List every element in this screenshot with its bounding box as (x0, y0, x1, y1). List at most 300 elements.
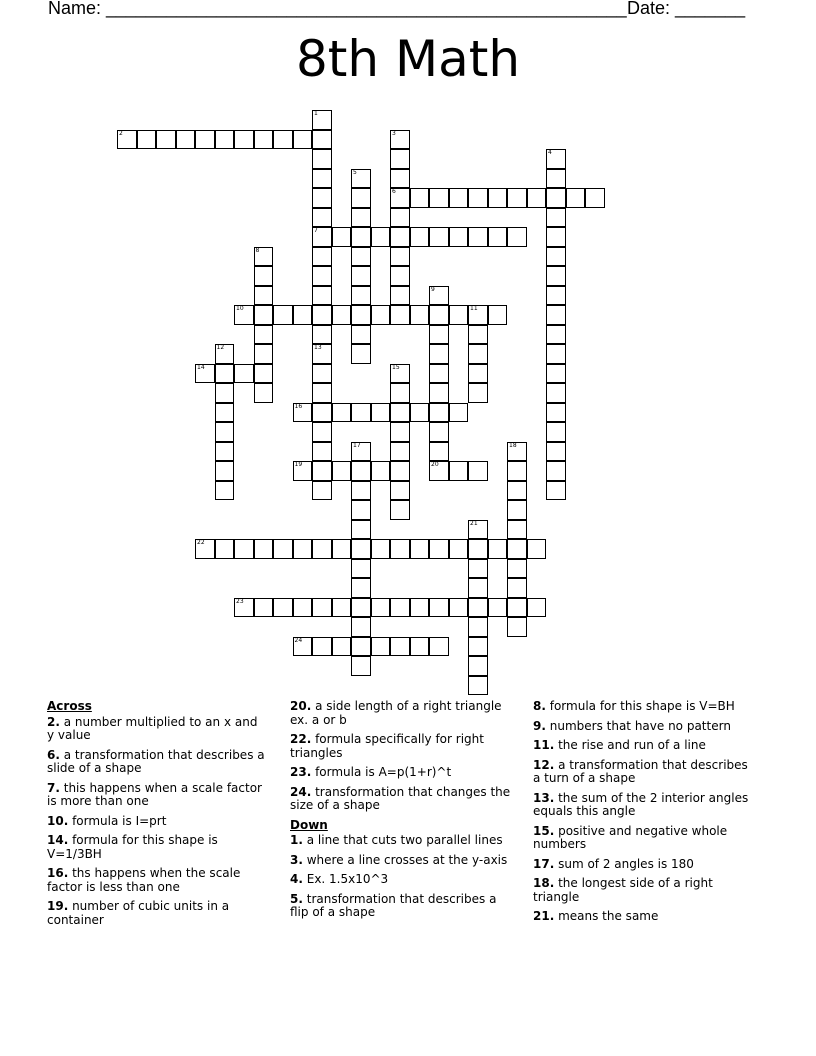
crossword-cell[interactable] (410, 539, 430, 559)
crossword-cell[interactable] (390, 169, 410, 189)
clue-number-label: 2 (119, 129, 123, 137)
crossword-cell[interactable] (371, 461, 391, 481)
crossword-cell[interactable] (312, 266, 332, 286)
crossword-cell[interactable] (507, 500, 527, 520)
crossword-cell[interactable] (449, 461, 469, 481)
crossword-cell[interactable] (488, 227, 508, 247)
crossword-cell[interactable] (429, 539, 449, 559)
clue-number: 4. (290, 872, 303, 886)
crossword-cell[interactable] (254, 364, 274, 384)
clue-item (47, 900, 267, 927)
clue-number-label: 5 (353, 168, 357, 176)
crossword-cell[interactable] (351, 442, 371, 462)
crossword-cell[interactable] (468, 188, 488, 208)
crossword-cell[interactable] (390, 442, 410, 462)
clue-number-label: 1 (314, 110, 318, 117)
crossword-cell[interactable] (546, 149, 566, 169)
clue-number: 19. (47, 899, 69, 913)
clue-number-label: 22 (197, 539, 205, 546)
crossword-cell[interactable] (410, 227, 430, 247)
clue-text: this happens when a scale factor is more than one (47, 780, 262, 808)
clue-text: transformation that describes a flip of a shape (290, 891, 497, 919)
crossword-cell[interactable] (332, 637, 352, 657)
crossword-cell[interactable] (468, 656, 488, 676)
crossword-cell[interactable] (215, 539, 235, 559)
crossword-cell[interactable] (312, 110, 332, 130)
clue-number: 23. (290, 765, 312, 779)
crossword-cell[interactable] (176, 130, 196, 150)
crossword-cell[interactable] (351, 208, 371, 228)
crossword-cell[interactable] (254, 247, 274, 267)
crossword-cell[interactable] (468, 364, 488, 384)
crossword-cell[interactable] (468, 676, 488, 696)
crossword-cell[interactable] (371, 227, 391, 247)
crossword-cell[interactable] (410, 188, 430, 208)
crossword-cell[interactable] (254, 598, 274, 618)
crossword-cell[interactable] (332, 598, 352, 618)
clue-text: a line that cuts two parallel lines (302, 833, 503, 847)
clue-number: 18. (533, 876, 555, 890)
crossword-cell[interactable] (273, 305, 293, 325)
crossword-cell[interactable] (488, 305, 508, 325)
down-clue-list-continued (533, 700, 758, 924)
crossword-cell[interactable] (351, 656, 371, 676)
crossword-cell[interactable] (429, 325, 449, 345)
clue-number: 3. (290, 852, 303, 867)
crossword-cell[interactable] (488, 598, 508, 618)
crossword-cell[interactable] (312, 364, 332, 384)
crossword-cell[interactable] (410, 403, 430, 423)
crossword-cell[interactable] (117, 130, 137, 150)
crossword-cell[interactable] (312, 325, 332, 345)
clue-number-label: 20 (431, 461, 439, 468)
clue-text: ths happens when the scale factor is less than one (47, 866, 241, 894)
clue-number-label: 19 (294, 461, 303, 468)
clue-text: formula for this shape is V=1/3BH (47, 833, 218, 861)
crossword-cell[interactable] (351, 286, 371, 306)
crossword-cell[interactable] (507, 188, 527, 208)
crossword-cell[interactable] (312, 149, 332, 169)
crossword-cell[interactable] (429, 637, 449, 657)
crossword-cell[interactable] (371, 305, 391, 325)
clue-number: 2. (47, 714, 60, 729)
clue-number: 6. (47, 747, 60, 762)
crossword-cell[interactable] (293, 403, 313, 423)
crossword-cell[interactable] (429, 286, 449, 306)
crossword-cell[interactable] (254, 130, 274, 150)
crossword-cell[interactable] (507, 578, 527, 598)
crossword-cell[interactable] (293, 305, 313, 325)
crossword-cell[interactable] (312, 305, 332, 325)
crossword-cell[interactable] (312, 383, 332, 403)
clue-number-label: 14 (197, 363, 205, 371)
crossword-cell[interactable] (351, 617, 371, 637)
crossword-cell[interactable] (527, 598, 547, 618)
clue-number: 15. (533, 823, 555, 838)
clue-item (290, 786, 515, 813)
clue-item (290, 733, 515, 760)
clue-item (533, 877, 758, 904)
crossword-cell[interactable] (390, 130, 410, 150)
crossword-cell[interactable] (195, 130, 215, 150)
crossword-cell[interactable] (429, 461, 449, 481)
crossword-cell[interactable] (312, 637, 332, 657)
crossword-cell[interactable] (546, 344, 566, 364)
crossword-cell[interactable] (293, 598, 313, 618)
crossword-cell[interactable] (449, 227, 469, 247)
clue-text: formula specifically for right triangles (290, 732, 484, 760)
clue-item (290, 854, 515, 868)
clue-item (533, 759, 758, 786)
clue-text: Ex. 1.5x10^3 (302, 872, 389, 886)
crossword-cell[interactable] (546, 286, 566, 306)
clue-item (533, 910, 758, 924)
crossword-cell[interactable] (351, 520, 371, 540)
crossword-cell[interactable] (351, 598, 371, 618)
crossword-cell[interactable] (429, 442, 449, 462)
clue-text: formula is A=p(1+r)^t (311, 765, 452, 779)
clue-item (533, 792, 758, 819)
crossword-cell[interactable] (254, 286, 274, 306)
clue-number: 8. (533, 699, 546, 713)
date-field-label: Date: _______ (627, 0, 746, 18)
crossword-cell[interactable] (351, 169, 371, 189)
down-clue-list (290, 834, 515, 920)
clue-item (533, 739, 758, 753)
crossword-cell[interactable] (312, 188, 332, 208)
crossword-cell[interactable] (371, 403, 391, 423)
crossword-cell[interactable] (546, 169, 566, 189)
clue-number-label: 24 (294, 636, 303, 644)
crossword-cell[interactable] (332, 305, 352, 325)
crossword-cell[interactable] (410, 598, 430, 618)
crossword-cell[interactable] (312, 286, 332, 306)
clue-number: 13. (533, 790, 555, 805)
clue-number-label: 9 (431, 285, 435, 293)
crossword-cell[interactable] (215, 403, 235, 423)
crossword-cell[interactable] (156, 130, 176, 150)
crossword-cell[interactable] (312, 169, 332, 189)
crossword-cell[interactable] (546, 383, 566, 403)
crossword-cell[interactable] (468, 461, 488, 481)
crossword-cell[interactable] (449, 403, 469, 423)
page-title: 8th Math (295, 30, 521, 88)
crossword-cell[interactable] (351, 637, 371, 657)
crossword-cell[interactable] (468, 520, 488, 540)
clue-number-label: 15 (392, 363, 400, 371)
clue-number-label: 3 (392, 129, 396, 137)
crossword-cell[interactable] (390, 539, 410, 559)
crossword-cell[interactable] (351, 247, 371, 267)
crossword-cell[interactable] (429, 598, 449, 618)
crossword-cell[interactable] (507, 461, 527, 481)
clue-number: 22. (290, 732, 312, 746)
clue-text: transformation that changes the size of a shape (290, 784, 511, 812)
clue-item (47, 867, 267, 894)
crossword-cell[interactable] (390, 383, 410, 403)
clue-text: a transformation that describes a turn of a shape (533, 757, 748, 785)
crossword-cell[interactable] (507, 227, 527, 247)
crossword-cell[interactable] (546, 305, 566, 325)
crossword-cell[interactable] (254, 383, 274, 403)
crossword-cell[interactable] (293, 539, 313, 559)
across-clue-list (47, 716, 267, 928)
crossword-cell[interactable] (429, 403, 449, 423)
crossword-cell[interactable] (215, 364, 235, 384)
crossword-cell[interactable] (215, 383, 235, 403)
crossword-cell[interactable] (429, 188, 449, 208)
crossword-cell[interactable] (507, 617, 527, 637)
clue-item (533, 720, 758, 734)
crossword-cell[interactable] (410, 305, 430, 325)
clue-number-label: 12 (216, 344, 225, 351)
crossword-cell[interactable] (546, 227, 566, 247)
clue-number: 21. (533, 909, 555, 923)
crossword-cell[interactable] (488, 539, 508, 559)
crossword-cell[interactable] (449, 305, 469, 325)
crossword-cell[interactable] (390, 637, 410, 657)
crossword-cell[interactable] (215, 481, 235, 501)
crossword-cell[interactable] (293, 637, 313, 657)
clue-number: 1. (290, 833, 303, 847)
clue-number-label: 7 (314, 227, 318, 234)
crossword-cell[interactable] (234, 305, 254, 325)
crossword-cell[interactable] (527, 188, 547, 208)
crossword-cell[interactable] (546, 481, 566, 501)
crossword-cell[interactable] (234, 364, 254, 384)
crossword-cell[interactable] (468, 598, 488, 618)
crossword-cell[interactable] (546, 266, 566, 286)
clue-number: 17. (533, 856, 555, 871)
crossword-cell[interactable] (273, 539, 293, 559)
crossword-cell[interactable] (546, 208, 566, 228)
crossword-cell[interactable] (137, 130, 157, 150)
clue-text: a side length of a right triangle ex. a or b (290, 699, 502, 727)
crossword-cell[interactable] (312, 208, 332, 228)
crossword-cell[interactable] (254, 344, 274, 364)
crossword-cell[interactable] (429, 305, 449, 325)
crossword-cell[interactable] (546, 403, 566, 423)
crossword-cell[interactable] (332, 539, 352, 559)
clue-text: where a line crosses at the y-axis (302, 852, 508, 867)
crossword-cell[interactable] (429, 383, 449, 403)
crossword-cell[interactable] (390, 481, 410, 501)
crossword-cell[interactable] (449, 598, 469, 618)
crossword-cell[interactable] (410, 637, 430, 657)
clue-item (290, 873, 515, 887)
crossword-cell[interactable] (449, 539, 469, 559)
clue-item (290, 834, 515, 848)
crossword-cell[interactable] (332, 461, 352, 481)
clue-text: sum of 2 angles is 180 (554, 856, 694, 871)
crossword-cell[interactable] (546, 188, 566, 208)
crossword-cell[interactable] (468, 539, 488, 559)
crossword-cell[interactable] (507, 520, 527, 540)
crossword-cell[interactable] (429, 344, 449, 364)
crossword-cell[interactable] (468, 559, 488, 579)
crossword-cell[interactable] (351, 461, 371, 481)
crossword-cell[interactable] (351, 403, 371, 423)
crossword-cell[interactable] (312, 227, 332, 247)
crossword-cell[interactable] (254, 305, 274, 325)
clue-number: 7. (47, 780, 60, 795)
clue-item (47, 716, 267, 743)
crossword-cell[interactable] (351, 578, 371, 598)
clue-number-label: 23 (236, 597, 244, 605)
crossword-cell[interactable] (293, 130, 313, 150)
crossword-cell[interactable] (507, 539, 527, 559)
crossword-cell[interactable] (332, 403, 352, 423)
clue-text: a number multiplied to an x and y value (47, 714, 258, 742)
crossword-cell[interactable] (429, 227, 449, 247)
crossword-cell[interactable] (312, 442, 332, 462)
crossword-cell[interactable] (507, 559, 527, 579)
crossword-cell[interactable] (254, 325, 274, 345)
crossword-cell[interactable] (312, 598, 332, 618)
crossword-cell[interactable] (507, 598, 527, 618)
crossword-cell[interactable] (390, 403, 410, 423)
clue-number-label: 8 (255, 246, 260, 254)
crossword-cell[interactable] (351, 500, 371, 520)
crossword-cell[interactable] (351, 344, 371, 364)
crossword-cell[interactable] (195, 539, 215, 559)
crossword-cell[interactable] (468, 227, 488, 247)
name-field-label: Name: ____________________________________________________ (48, 0, 627, 18)
crossword-cell[interactable] (371, 637, 391, 657)
crossword-cell[interactable] (390, 208, 410, 228)
crossword-cell[interactable] (390, 305, 410, 325)
crossword-cell[interactable] (351, 227, 371, 247)
crossword-cell[interactable] (527, 539, 547, 559)
crossword-cell[interactable] (215, 461, 235, 481)
crossword-cell[interactable] (468, 383, 488, 403)
crossword-cell[interactable] (351, 188, 371, 208)
crossword-cell[interactable] (546, 442, 566, 462)
crossword-cell[interactable] (234, 598, 254, 618)
crossword-cell[interactable] (215, 130, 235, 150)
crossword-cell[interactable] (195, 364, 215, 384)
clue-text: a transformation that describes a slide of a shape (47, 747, 265, 775)
crossword-cell[interactable] (507, 442, 527, 462)
crossword-cell[interactable] (488, 188, 508, 208)
crossword-cell[interactable] (390, 461, 410, 481)
crossword-cell[interactable] (468, 305, 488, 325)
crossword-cell[interactable] (546, 461, 566, 481)
crossword-cell[interactable] (371, 598, 391, 618)
crossword-cell[interactable] (468, 325, 488, 345)
crossword-cell[interactable] (546, 364, 566, 384)
crossword-cell[interactable] (312, 403, 332, 423)
across-clue-list-continued (290, 700, 515, 813)
clue-text: the rise and run of a line (554, 738, 706, 752)
crossword-cell[interactable] (293, 461, 313, 481)
clue-number-label: 16 (294, 402, 303, 410)
crossword-cell[interactable] (468, 578, 488, 598)
crossword-cell[interactable] (351, 325, 371, 345)
clues-column-3 (533, 700, 758, 930)
clue-text: the sum of the 2 interior angles equals this angle (533, 790, 749, 818)
crossword-cell[interactable] (312, 461, 332, 481)
crossword-cell[interactable] (390, 364, 410, 384)
crossword-cell[interactable] (507, 481, 527, 501)
crossword-cell[interactable] (390, 598, 410, 618)
crossword-cell[interactable] (215, 344, 235, 364)
crossword-cell[interactable] (234, 539, 254, 559)
crossword-cell[interactable] (234, 130, 254, 150)
crossword-cell[interactable] (468, 637, 488, 657)
crossword-cell[interactable] (468, 344, 488, 364)
crossword-cell[interactable] (351, 305, 371, 325)
crossword-cell[interactable] (215, 422, 235, 442)
clue-number-label: 13 (314, 344, 322, 351)
clue-item (290, 766, 515, 780)
crossword-cell[interactable] (390, 188, 410, 208)
clue-text: means the same (554, 909, 659, 923)
crossword-cell[interactable] (585, 188, 605, 208)
clue-text: numbers that have no pattern (545, 718, 731, 733)
crossword-cell[interactable] (390, 422, 410, 442)
clue-item (47, 749, 267, 776)
crossword-cell[interactable] (390, 247, 410, 267)
crossword-cell[interactable] (429, 422, 449, 442)
crossword-cell[interactable] (254, 539, 274, 559)
crossword-cell[interactable] (312, 539, 332, 559)
clue-text: formula for this shape is V=BH (545, 699, 735, 713)
crossword-cell[interactable] (312, 422, 332, 442)
clue-text: the longest side of a right triangle (533, 876, 713, 904)
clue-item (47, 834, 267, 861)
crossword-cell[interactable] (351, 481, 371, 501)
clue-item (533, 858, 758, 872)
crossword-cell[interactable] (390, 500, 410, 520)
crossword-cell[interactable] (468, 617, 488, 637)
clue-text: number of cubic units in a container (47, 899, 230, 927)
crossword-cell[interactable] (351, 559, 371, 579)
crossword-cell[interactable] (312, 247, 332, 267)
clue-text: formula is I=prt (68, 813, 167, 828)
crossword-cell[interactable] (273, 130, 293, 150)
crossword-cell[interactable] (312, 344, 332, 364)
crossword-cell[interactable] (312, 481, 332, 501)
crossword-cell[interactable] (546, 422, 566, 442)
crossword-cell[interactable] (390, 266, 410, 286)
crossword-cell[interactable] (273, 598, 293, 618)
crossword-cell[interactable] (254, 266, 274, 286)
crossword-cell[interactable] (351, 539, 371, 559)
crossword-cell[interactable] (312, 130, 332, 150)
crossword-cell[interactable] (390, 227, 410, 247)
clue-number: 20. (290, 699, 312, 713)
clue-item (533, 700, 758, 714)
clue-number: 14. (47, 833, 69, 847)
crossword-cell[interactable] (429, 364, 449, 384)
clue-number: 10. (47, 813, 69, 828)
crossword-cell[interactable] (371, 539, 391, 559)
crossword-cell[interactable] (332, 227, 352, 247)
crossword-cell[interactable] (546, 325, 566, 345)
crossword-cell[interactable] (351, 266, 371, 286)
crossword-cell[interactable] (546, 247, 566, 267)
crossword-cell[interactable] (390, 286, 410, 306)
crossword-cell[interactable] (390, 149, 410, 169)
clue-item (47, 815, 267, 829)
clues-column-1 (47, 700, 267, 933)
clues-column-2 (290, 700, 515, 926)
crossword-cell[interactable] (566, 188, 586, 208)
crossword-cell[interactable] (215, 442, 235, 462)
clue-item (290, 893, 515, 920)
crossword-cell[interactable] (449, 188, 469, 208)
